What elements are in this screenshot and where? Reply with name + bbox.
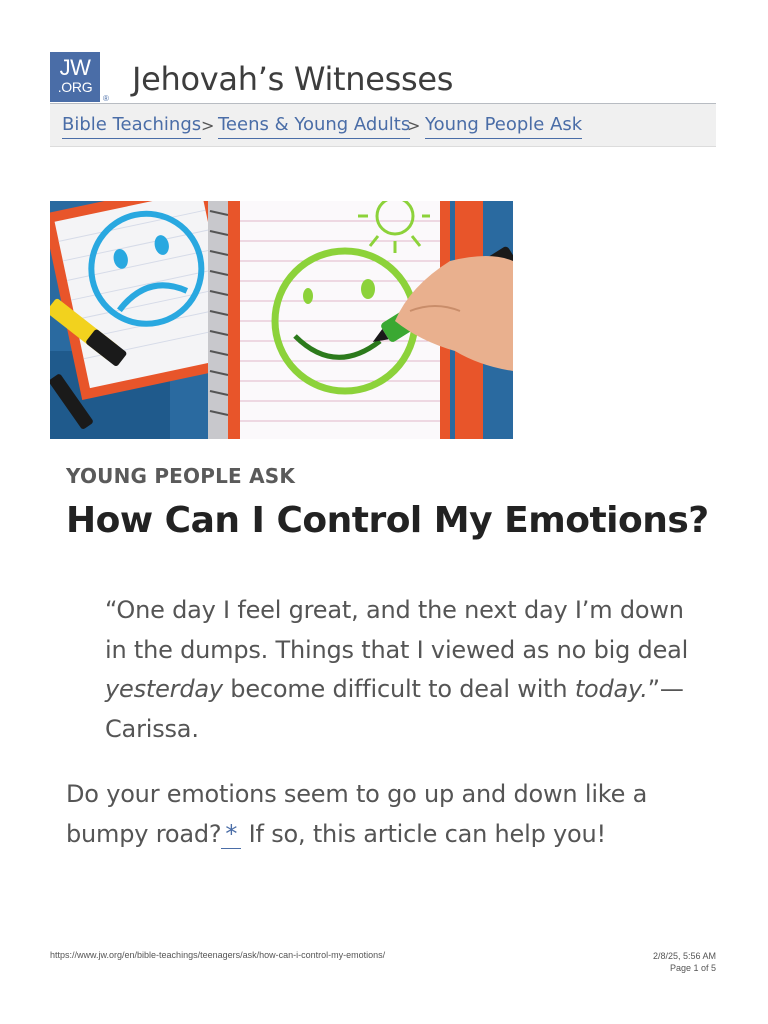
- intro-text: Do your emotions seem to go up and down like a bumpy road?: [66, 780, 648, 848]
- quote-emphasis-yesterday: yesterday: [105, 675, 223, 703]
- footer-url: https://www.jw.org/en/bible-teachings/teenagers/ask/how-can-i-control-my-emotions/: [50, 950, 386, 960]
- article-kicker: YOUNG PEOPLE ASK: [66, 464, 296, 488]
- breadcrumb-separator: >: [407, 116, 421, 135]
- quote-text: “One day I feel great, and the next day I’m down in the dumps. Things that I viewed as no big deal: [105, 596, 689, 664]
- breadcrumb-separator: >: [201, 116, 215, 135]
- hero-image: [50, 201, 513, 439]
- jw-logo[interactable]: [50, 52, 100, 102]
- breadcrumb-bible-teachings[interactable]: Bible Teachings: [62, 114, 201, 139]
- article-title: How Can I Control My Emotions?: [66, 500, 709, 541]
- breadcrumb: [50, 104, 716, 147]
- footer-page-number: Page 1 of 5: [669, 963, 716, 973]
- logo-line1: JW: [59, 55, 91, 80]
- article-quote: [105, 591, 710, 749]
- quote-text: become difficult to deal with: [222, 675, 575, 703]
- breadcrumb-teens-young-adults[interactable]: Teens & Young Adults: [218, 114, 410, 139]
- logo-line2: .ORG: [57, 79, 93, 95]
- footer-meta: [653, 950, 716, 974]
- breadcrumb-young-people-ask[interactable]: Young People Ask: [425, 114, 582, 139]
- registered-mark: ®: [103, 94, 109, 103]
- footnote-link[interactable]: *: [221, 820, 241, 849]
- intro-text: If so, this article can help you!: [241, 819, 606, 848]
- quote-emphasis-today: today.: [574, 675, 648, 703]
- footer-datetime: 2/8/25, 5:56 AM: [652, 951, 716, 961]
- intro-paragraph: [66, 775, 706, 854]
- quote-attribution: ”—Carissa.: [105, 675, 684, 743]
- site-title[interactable]: Jehovah’s Witnesses: [132, 60, 454, 98]
